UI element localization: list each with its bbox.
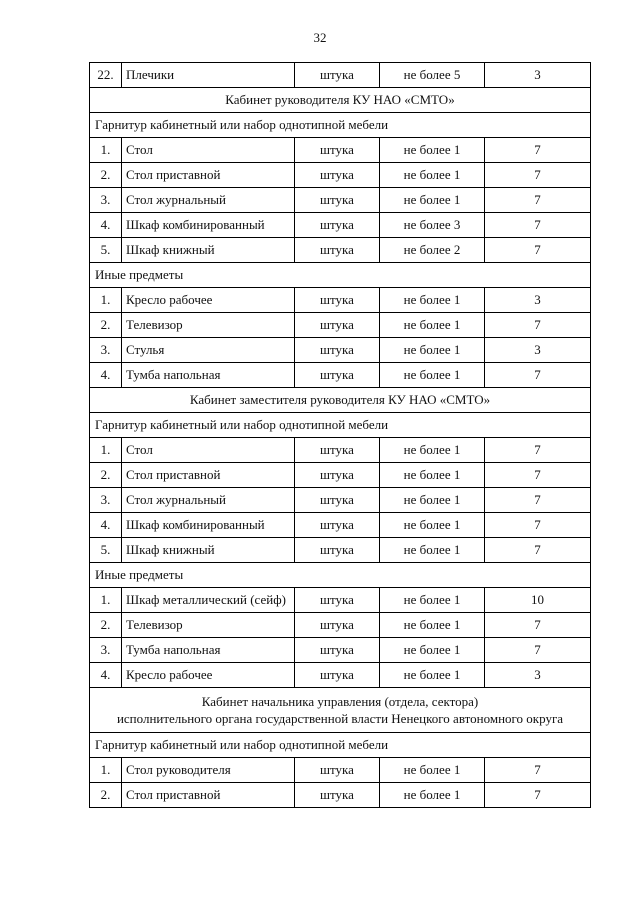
quantity-norm: не более 1 <box>380 288 485 313</box>
unit-of-measure: штука <box>295 663 380 688</box>
table-body <box>90 63 591 808</box>
group-title: Гарнитур кабинетный или набор однотипной мебели <box>90 113 591 138</box>
unit-of-measure: штука <box>295 463 380 488</box>
table-row <box>90 288 591 313</box>
row-number: 3. <box>90 638 122 663</box>
unit-of-measure: штука <box>295 438 380 463</box>
item-name: Кресло рабочее <box>122 663 295 688</box>
item-name: Стол приставной <box>122 783 295 808</box>
table-row <box>90 313 591 338</box>
item-name: Кресло рабочее <box>122 288 295 313</box>
row-number: 3. <box>90 188 122 213</box>
unit-of-measure: штука <box>295 588 380 613</box>
item-name: Стол приставной <box>122 163 295 188</box>
service-life: 7 <box>485 363 591 388</box>
row-number: 3. <box>90 338 122 363</box>
service-life: 3 <box>485 63 591 88</box>
quantity-norm: не более 1 <box>380 538 485 563</box>
group-title: Иные предметы <box>90 263 591 288</box>
row-number: 5. <box>90 538 122 563</box>
item-name: Тумба напольная <box>122 363 295 388</box>
table-row <box>90 363 591 388</box>
service-life: 7 <box>485 188 591 213</box>
unit-of-measure: штука <box>295 758 380 783</box>
item-name: Стол руководителя <box>122 758 295 783</box>
table-row <box>90 238 591 263</box>
quantity-norm: не более 1 <box>380 188 485 213</box>
table-row <box>90 638 591 663</box>
group-title: Гарнитур кабинетный или набор однотипной мебели <box>90 733 591 758</box>
unit-of-measure: штука <box>295 363 380 388</box>
table-row <box>90 613 591 638</box>
item-name: Стол <box>122 138 295 163</box>
unit-of-measure: штука <box>295 138 380 163</box>
row-number: 22. <box>90 63 122 88</box>
group-header-row <box>90 263 591 288</box>
unit-of-measure: штука <box>295 238 380 263</box>
row-number: 4. <box>90 663 122 688</box>
item-name: Стол журнальный <box>122 188 295 213</box>
row-number: 1. <box>90 138 122 163</box>
table-row <box>90 758 591 783</box>
row-number: 2. <box>90 613 122 638</box>
table-row <box>90 488 591 513</box>
item-name: Телевизор <box>122 313 295 338</box>
service-life: 10 <box>485 588 591 613</box>
unit-of-measure: штука <box>295 488 380 513</box>
section-header-row <box>90 388 591 413</box>
row-number: 1. <box>90 758 122 783</box>
quantity-norm: не более 1 <box>380 638 485 663</box>
quantity-norm: не более 1 <box>380 588 485 613</box>
service-life: 7 <box>485 138 591 163</box>
quantity-norm: не более 5 <box>380 63 485 88</box>
quantity-norm: не более 1 <box>380 488 485 513</box>
item-name: Плечики <box>122 63 295 88</box>
unit-of-measure: штука <box>295 313 380 338</box>
quantity-norm: не более 1 <box>380 163 485 188</box>
row-number: 4. <box>90 513 122 538</box>
group-title: Иные предметы <box>90 563 591 588</box>
service-life: 3 <box>485 663 591 688</box>
item-name: Шкаф комбинированный <box>122 213 295 238</box>
service-life: 7 <box>485 638 591 663</box>
table-row <box>90 783 591 808</box>
quantity-norm: не более 2 <box>380 238 485 263</box>
service-life: 7 <box>485 438 591 463</box>
section-title-line: Кабинет заместителя руководителя КУ НАО «СМТО» <box>189 392 491 407</box>
item-name: Стол журнальный <box>122 488 295 513</box>
service-life: 7 <box>485 513 591 538</box>
service-life: 7 <box>485 163 591 188</box>
quantity-norm: не более 1 <box>380 363 485 388</box>
section-title <box>90 88 591 113</box>
row-number: 1. <box>90 288 122 313</box>
service-life: 7 <box>485 313 591 338</box>
row-number: 2. <box>90 783 122 808</box>
quantity-norm: не более 1 <box>380 783 485 808</box>
quantity-norm: не более 1 <box>380 513 485 538</box>
item-name: Шкаф книжный <box>122 238 295 263</box>
quantity-norm: не более 1 <box>380 138 485 163</box>
quantity-norm: не более 1 <box>380 613 485 638</box>
unit-of-measure: штука <box>295 783 380 808</box>
row-number: 2. <box>90 163 122 188</box>
quantity-norm: не более 1 <box>380 338 485 363</box>
service-life: 7 <box>485 463 591 488</box>
group-header-row <box>90 413 591 438</box>
item-name: Стулья <box>122 338 295 363</box>
table-row <box>90 663 591 688</box>
item-name: Шкаф комбинированный <box>122 513 295 538</box>
quantity-norm: не более 1 <box>380 663 485 688</box>
group-header-row <box>90 563 591 588</box>
row-number: 4. <box>90 363 122 388</box>
item-name: Тумба напольная <box>122 638 295 663</box>
unit-of-measure: штука <box>295 638 380 663</box>
section-header-row <box>90 88 591 113</box>
table-row <box>90 538 591 563</box>
quantity-norm: не более 1 <box>380 438 485 463</box>
unit-of-measure: штука <box>295 163 380 188</box>
page-number: 32 <box>313 30 327 45</box>
unit-of-measure: штука <box>295 213 380 238</box>
row-number: 5. <box>90 238 122 263</box>
service-life: 7 <box>485 758 591 783</box>
table-row <box>90 138 591 163</box>
table-row <box>90 163 591 188</box>
quantity-norm: не более 3 <box>380 213 485 238</box>
service-life: 7 <box>485 538 591 563</box>
quantity-norm: не более 1 <box>380 463 485 488</box>
table-row <box>90 463 591 488</box>
table-row <box>90 188 591 213</box>
row-number: 4. <box>90 213 122 238</box>
section-title <box>90 388 591 413</box>
unit-of-measure: штука <box>295 188 380 213</box>
unit-of-measure: штука <box>295 63 380 88</box>
section-header-row <box>90 688 591 733</box>
quantity-norm: не более 1 <box>380 313 485 338</box>
item-name: Шкаф металлический (сейф) <box>122 588 295 613</box>
quantity-norm: не более 1 <box>380 758 485 783</box>
service-life: 3 <box>485 288 591 313</box>
group-header-row <box>90 113 591 138</box>
group-header-row <box>90 733 591 758</box>
table-row <box>90 513 591 538</box>
table-row <box>90 338 591 363</box>
service-life: 7 <box>485 238 591 263</box>
unit-of-measure: штука <box>295 338 380 363</box>
unit-of-measure: штука <box>295 288 380 313</box>
section-title-line: Кабинет руководителя КУ НАО «СМТО» <box>225 92 455 107</box>
row-number: 2. <box>90 313 122 338</box>
service-life: 3 <box>485 338 591 363</box>
service-life: 7 <box>485 213 591 238</box>
group-title: Гарнитур кабинетный или набор однотипной мебели <box>90 413 591 438</box>
service-life: 7 <box>485 613 591 638</box>
table-row <box>90 588 591 613</box>
service-life: 7 <box>485 488 591 513</box>
row-number: 1. <box>90 588 122 613</box>
table-row <box>90 213 591 238</box>
unit-of-measure: штука <box>295 538 380 563</box>
table-row <box>90 438 591 463</box>
furniture-norms-table <box>89 62 591 808</box>
item-name: Стол <box>122 438 295 463</box>
row-number: 2. <box>90 463 122 488</box>
row-number: 3. <box>90 488 122 513</box>
item-name: Телевизор <box>122 613 295 638</box>
section-title <box>90 688 591 733</box>
section-title-line: Кабинет начальника управления (отдела, сектора) <box>201 694 479 709</box>
row-number: 1. <box>90 438 122 463</box>
item-name: Шкаф книжный <box>122 538 295 563</box>
unit-of-measure: штука <box>295 513 380 538</box>
table-row <box>90 63 591 88</box>
unit-of-measure: штука <box>295 613 380 638</box>
service-life: 7 <box>485 783 591 808</box>
section-title-line: исполнительного органа государственной власти Ненецкого автономного округа <box>116 711 564 726</box>
item-name: Стол приставной <box>122 463 295 488</box>
